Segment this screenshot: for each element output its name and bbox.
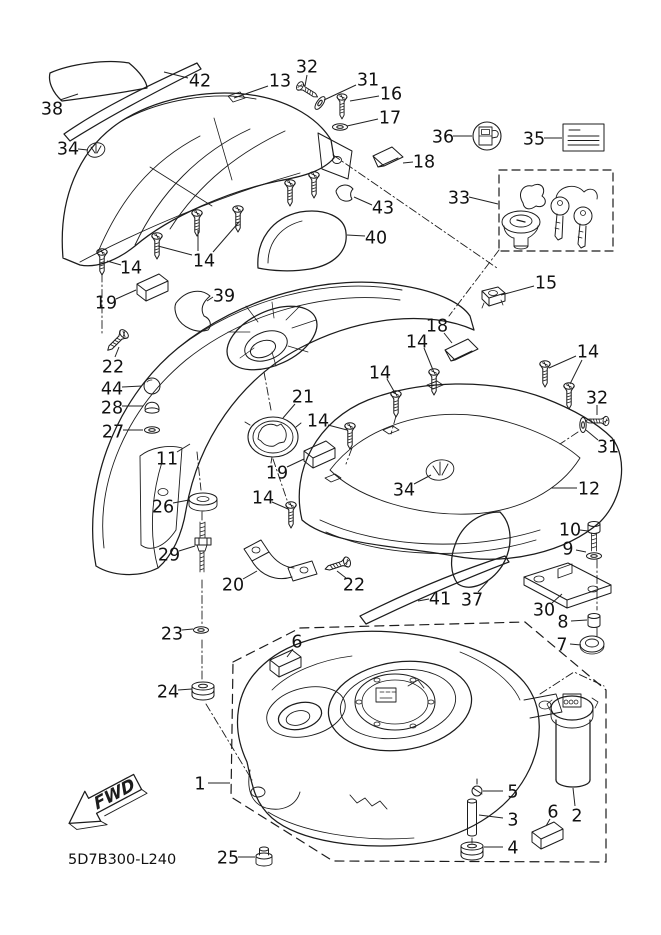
part-number-label: 33 bbox=[447, 188, 471, 209]
leader-line bbox=[350, 96, 379, 101]
part-number-label: 34 bbox=[56, 139, 80, 160]
part-number-label: 38 bbox=[40, 99, 64, 120]
part-number-label: 19 bbox=[94, 293, 118, 314]
part-number-label: 22 bbox=[342, 575, 366, 596]
part-stud-bolt-29 bbox=[195, 522, 211, 572]
part-filler-ring-21 bbox=[245, 417, 301, 463]
leader-line bbox=[287, 459, 304, 467]
part-number-label: 41 bbox=[428, 589, 452, 610]
part-number-label: 8 bbox=[557, 612, 569, 633]
part-number-label: 7 bbox=[556, 635, 568, 656]
key-set-dashed-box bbox=[499, 170, 613, 251]
part-bolt-10 bbox=[588, 522, 600, 552]
leader-line bbox=[354, 197, 372, 205]
leader-line bbox=[78, 149, 88, 150]
leader-line bbox=[324, 85, 356, 100]
leader-line bbox=[173, 500, 189, 503]
part-grommet-26 bbox=[189, 493, 217, 511]
part-number-label: 15 bbox=[534, 273, 558, 294]
part-number-label: 27 bbox=[101, 422, 125, 443]
leader-line bbox=[580, 530, 588, 531]
leader-line bbox=[414, 475, 431, 484]
leader-line bbox=[115, 347, 119, 357]
washer-17 bbox=[333, 124, 348, 130]
leader-line bbox=[570, 644, 581, 645]
part-number-label: 44 bbox=[100, 379, 124, 400]
part-damper-39 bbox=[175, 291, 210, 331]
part-trim-strip-42 bbox=[64, 63, 201, 141]
leader-line bbox=[571, 620, 587, 621]
leader-line bbox=[347, 119, 378, 126]
part-pad-18a bbox=[373, 147, 403, 167]
part-cap-nut-28 bbox=[145, 402, 159, 413]
part-tube-3 bbox=[468, 799, 477, 836]
washer-31-right bbox=[580, 418, 586, 433]
part-grommet-7 bbox=[580, 636, 604, 654]
part-number-label: 16 bbox=[379, 84, 403, 105]
part-number-label: 40 bbox=[364, 228, 388, 249]
screw-16 bbox=[337, 94, 347, 119]
part-number-label: 36 bbox=[431, 127, 455, 148]
part-number-label: 31 bbox=[356, 70, 380, 91]
part-collar-8 bbox=[588, 614, 600, 628]
part-number-label: 19 bbox=[265, 463, 289, 484]
leader-line bbox=[243, 571, 257, 579]
fuel-pump-flange bbox=[355, 674, 435, 730]
part-bracket-20 bbox=[244, 540, 317, 581]
part-number-label: 14 bbox=[251, 488, 275, 509]
part-plug-25 bbox=[256, 847, 272, 866]
part-number-label: 14 bbox=[368, 363, 392, 384]
centerlines bbox=[102, 155, 604, 843]
filler-neck-boss bbox=[261, 679, 350, 745]
part-washer-9 bbox=[587, 553, 602, 559]
part-number-label: 9 bbox=[562, 539, 574, 560]
part-number-label: 31 bbox=[596, 437, 620, 458]
leader-line bbox=[403, 162, 413, 163]
part-caution-label-35 bbox=[563, 124, 604, 151]
leader-line bbox=[549, 356, 576, 368]
part-left-cover-assembly bbox=[62, 92, 352, 266]
part-grommet-4 bbox=[461, 842, 483, 860]
leader-line bbox=[178, 689, 192, 690]
part-number-label: 6 bbox=[547, 802, 559, 823]
part-number-label: 29 bbox=[157, 545, 181, 566]
part-number-label: 13 bbox=[268, 71, 292, 92]
leader-line bbox=[573, 788, 575, 806]
part-spring-nut-15 bbox=[482, 287, 505, 308]
bolt-32-top bbox=[295, 80, 320, 100]
part-number-label: 18 bbox=[425, 316, 449, 337]
key-icon bbox=[574, 207, 592, 248]
part-number-label: 37 bbox=[460, 590, 484, 611]
part-grommet-24 bbox=[192, 682, 214, 700]
leader-line bbox=[570, 360, 582, 384]
part-number-label: 5 bbox=[507, 782, 519, 803]
part-number-label: 12 bbox=[577, 479, 601, 500]
leader-line bbox=[501, 286, 534, 295]
part-number-label: 32 bbox=[295, 57, 319, 78]
part-number-label: 26 bbox=[151, 497, 175, 518]
part-clip-43 bbox=[336, 185, 353, 201]
part-number-label: 1 bbox=[194, 774, 206, 795]
part-damper-6b bbox=[532, 822, 563, 849]
screw-22a bbox=[104, 328, 130, 354]
fuel-tank-dashed-box bbox=[231, 622, 606, 862]
part-decal-38 bbox=[50, 62, 148, 101]
key-icon bbox=[551, 197, 569, 240]
leader-line bbox=[347, 235, 365, 236]
part-number-label: 6 bbox=[291, 632, 303, 653]
part-number-label: 14 bbox=[192, 251, 216, 272]
part-number-label: 4 bbox=[507, 838, 519, 859]
part-number-label: 24 bbox=[156, 682, 180, 703]
part-number-label: 14 bbox=[576, 342, 600, 363]
part-fuel-pump-2 bbox=[547, 694, 598, 787]
washer-31-top bbox=[313, 95, 327, 111]
leader-line bbox=[177, 444, 190, 452]
part-number-label: 28 bbox=[100, 398, 124, 419]
part-number-label: 34 bbox=[392, 480, 416, 501]
fwd-arrow bbox=[59, 766, 151, 840]
part-number-label: 43 bbox=[371, 198, 395, 219]
part-knee-pad-37 bbox=[452, 512, 511, 587]
part-labels bbox=[41, 57, 619, 868]
part-number-label: 17 bbox=[378, 108, 402, 129]
part-number-label: 18 bbox=[412, 152, 436, 173]
part-number-label: 30 bbox=[532, 600, 556, 621]
part-number-label: 42 bbox=[188, 71, 212, 92]
part-protector-sheet-40 bbox=[258, 211, 346, 271]
part-number-label: 14 bbox=[306, 411, 330, 432]
part-number-label: 35 bbox=[522, 129, 546, 150]
part-lock-set-33 bbox=[502, 184, 597, 249]
part-number-label: 25 bbox=[216, 848, 240, 869]
leader-lines bbox=[60, 72, 601, 857]
part-number-label: 39 bbox=[212, 286, 236, 307]
bolt-32-right bbox=[585, 416, 609, 425]
leader-line bbox=[116, 290, 136, 299]
part-damper-19b bbox=[304, 441, 335, 468]
part-number-label: 21 bbox=[291, 387, 315, 408]
leader-line bbox=[179, 546, 195, 551]
fuel-pump-icon bbox=[473, 122, 501, 150]
leader-line bbox=[469, 197, 498, 204]
leader-line bbox=[328, 425, 347, 430]
part-clip-5 bbox=[472, 779, 482, 796]
part-number-label: 14 bbox=[405, 332, 429, 353]
leader-line bbox=[158, 246, 192, 255]
part-ball-44 bbox=[144, 378, 160, 394]
leader-line bbox=[576, 550, 586, 552]
part-number-label: 20 bbox=[221, 575, 245, 596]
part-number-label: 23 bbox=[160, 624, 184, 645]
leader-line bbox=[122, 386, 142, 387]
part-number-label: 10 bbox=[558, 520, 582, 541]
yamaha-logo-icon bbox=[424, 457, 456, 482]
leader-line bbox=[182, 629, 193, 630]
leader-line bbox=[213, 222, 239, 252]
part-number-label: 14 bbox=[119, 258, 143, 279]
part-number-label: 32 bbox=[585, 388, 609, 409]
part-number-label: 11 bbox=[155, 449, 179, 470]
fwd-arrow-label: FWD bbox=[91, 774, 138, 815]
part-number-label: 22 bbox=[101, 357, 125, 378]
part-washer-23 bbox=[194, 627, 209, 633]
part-number-label: 2 bbox=[571, 806, 583, 827]
part-number-label: 3 bbox=[507, 810, 519, 831]
part-pad-18b bbox=[445, 339, 478, 361]
diagram-code: 5D7B300-L240 bbox=[68, 852, 177, 868]
part-washer-27 bbox=[145, 427, 160, 433]
